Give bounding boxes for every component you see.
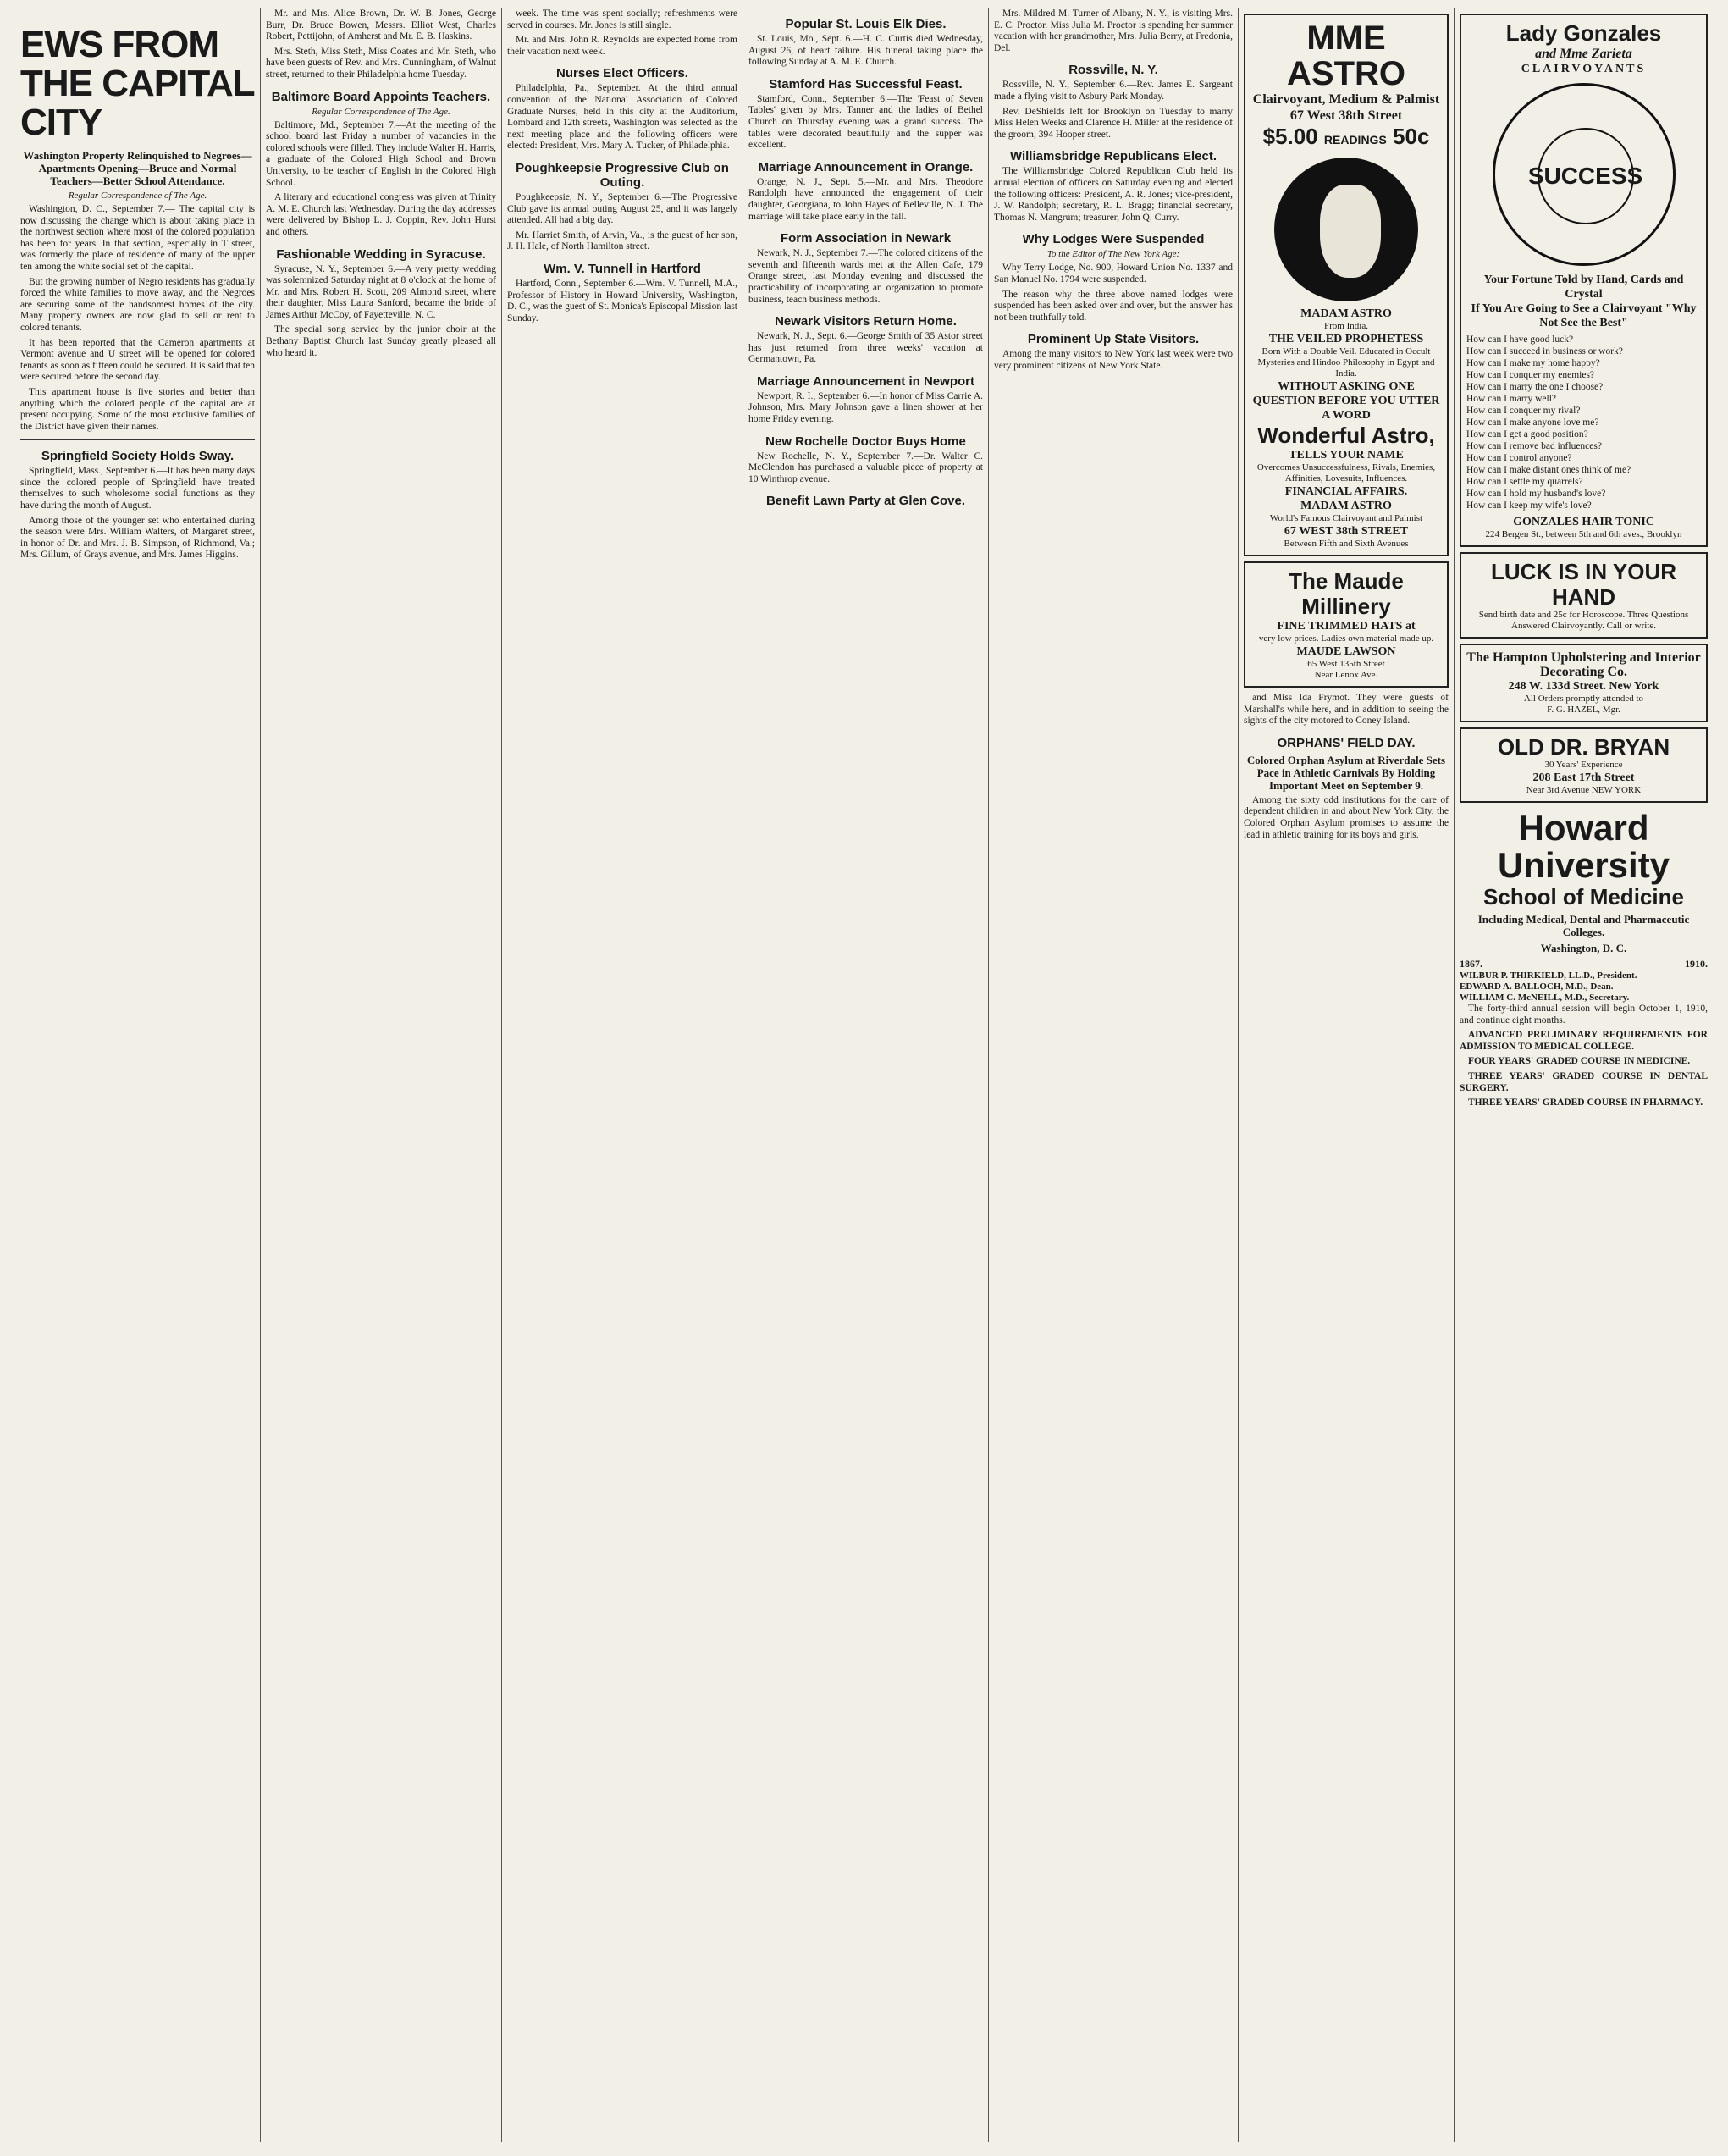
ad-tells: TELLS YOUR NAME <box>1289 449 1404 462</box>
luck-advertisement <box>1460 552 1708 639</box>
article-headline: Fashionable Wedding in Syracuse. <box>276 246 486 262</box>
article-paragraph: Mr. and Mrs. Alice Brown, Dr. W. B. Jones, George Burr, Dr. Bruce Bowen, Messrs. Elliot West, Charles Robert, Pettijohn, of Amherst and Mr. E. B. Haskins. <box>266 8 496 42</box>
ad-title3: CLAIRVOYANTS <box>1521 63 1647 75</box>
ad-near: Near 3rd Avenue NEW YORK <box>1526 785 1642 795</box>
column-5 <box>989 8 1239 2142</box>
year-right: 1910. <box>1685 958 1708 970</box>
article-paragraph: Washington, D. C., September 7.— The capital city is now discussing the change which is about taking place in the northwest section where most of the colored population has been for years. In that section, especially in T street, was formerly the place of residence of many of the upper ten among the white social set of the capital. <box>20 204 255 272</box>
bryan-advertisement <box>1460 727 1708 803</box>
ad-title: Howard University <box>1497 808 1670 885</box>
ad-veiled: THE VEILED PROPHETESS <box>1268 333 1424 346</box>
byline: To the Editor of The New York Age: <box>1046 249 1180 260</box>
article-paragraph: Why Terry Lodge, No. 900, Howard Union No. 1337 and San Manuel No. 1794 were suspended. <box>994 263 1233 285</box>
article-headline: Benefit Lawn Party at Glen Cove. <box>765 494 966 509</box>
price-left: $5.00 <box>1262 124 1318 149</box>
price-right: 50c <box>1393 124 1430 149</box>
millinery-advertisement <box>1244 561 1449 688</box>
article-headline: Wm. V. Tunnell in Hartford <box>544 261 701 276</box>
list-item: How can I succeed in business or work? <box>1466 346 1623 357</box>
ad-title: OLD DR. BRYAN <box>1497 734 1670 760</box>
ad-address: 67 West 38th Street <box>1289 108 1403 123</box>
ad-tonic: GONZALES HAIR TONIC <box>1513 516 1654 528</box>
article-headline: Springfield Society Holds Sway. <box>41 449 235 464</box>
ad-incl: Including Medical, Dental and Pharmaceutic Colleges. <box>1477 913 1690 938</box>
ad-name: F. G. HAZEL, Mgr. <box>1547 705 1620 715</box>
article-headline: New Rochelle Doctor Buys Home <box>765 434 966 449</box>
column-2 <box>261 8 502 2142</box>
article-paragraph: Mr. Harriet Smith, of Arvin, Va., is the guest of her son, J. H. Hale, of North Hamilton street. <box>507 229 737 252</box>
article-paragraph: St. Louis, Mo., Sept. 6.—H. C. Curtis died Wednesday, August 26, of heart failure. His funeral taking place the following Sunday at A. M. E. Church. <box>748 34 983 68</box>
portrait-illustration <box>1274 158 1418 301</box>
article-paragraph: New Rochelle, N. Y., September 7.—Dr. Walter C. McClendon has purchased a valuable piece of property at 10 Winthrop avenue. <box>748 451 983 484</box>
list-item: How can I get a good position? <box>1466 429 1588 439</box>
article-paragraph: and Miss Ida Frymot. They were guests of Marshall's while here, and in addition to seeing the sights of the city motored to Coney Island. <box>1244 693 1449 727</box>
ad-address2: 67 WEST 38th STREET <box>1284 525 1409 538</box>
article-headline: Form Association in Newark <box>780 231 952 246</box>
list-item: How can I make anyone love me? <box>1466 417 1599 428</box>
list-item: How can I control anyone? <box>1466 453 1572 463</box>
article-paragraph: Stamford, Conn., September 6.—The 'Feast of Seven Tables' given by Mrs. Tanner and the ladies of Bethel Church on Thursday evening was a grand success. The tables were decorated beautifully and the supper was excellent. <box>748 93 983 151</box>
list-item: How can I remove bad influences? <box>1466 441 1602 451</box>
ad-dean: EDWARD A. BALLOCH, M.D., Dean. <box>1460 981 1614 992</box>
article-paragraph: Syracuse, N. Y., September 6.—A very pretty wedding was solemnized Saturday night at 8 o'clock at the home of Mr. and Mrs. Robert H. Scott, 209 Almond street, where their daughter, Miss Laura Sanford, became the bride of James Arthur McCoy, of Fayetteville, N. C. <box>266 263 496 320</box>
article-paragraph: FOUR YEARS' GRADED COURSE IN MEDICINE. <box>1468 1056 1691 1067</box>
article-paragraph: Rev. DeShields left for Brooklyn on Tuesday to marry Miss Helen Weeks and Clarence H. Miller at the residence of the groom, 394 Hooper street. <box>994 106 1233 140</box>
ad-years <box>1460 958 1708 970</box>
ad-born: Born With a Double Veil. Educated in Occult Mysteries and Hindoo Philosophy in Egypt and India. <box>1257 346 1435 379</box>
article-paragraph: Baltimore, Md., September 7.—At the meeting of the school board last Friday a number of vacancies in the colored schools were filled. They include Walter H. Harris, a graduate of the Colored High School and Brown University, to be teacher of English in the Colored High School. <box>266 119 496 188</box>
article-headline: Nurses Elect Officers. <box>556 66 688 81</box>
ad-title: MME ASTRO <box>1287 19 1405 92</box>
article-paragraph: A literary and educational congress was given at Trinity A. M. E. Church last Wednesday. During the day addresses were delivered by Bishop L. J. Coppin, Rev. John Hurst and others. <box>266 192 496 237</box>
article-headline: Marriage Announcement in Orange. <box>758 159 974 174</box>
article-headline: Rossville, N. Y. <box>1068 63 1158 78</box>
ad-secretary: WILLIAM C. McNEILL, M.D., Secretary. <box>1460 992 1630 1003</box>
ad-madam2: MADAM ASTRO <box>1300 500 1392 512</box>
article-paragraph: Newport, R. I., September 6.—In honor of Miss Carrie A. Johnson, Mrs. Mary Johnson gave a linen shower at her home Friday evening. <box>748 390 983 425</box>
article-headline: Baltimore Board Appoints Teachers. <box>271 89 491 104</box>
ad-title2: and Mme Zarieta <box>1535 47 1632 61</box>
ad-sub: School of Medicine <box>1483 884 1684 909</box>
ad-subtitle: Clairvoyant, Medium & Palmist <box>1252 92 1440 107</box>
success-badge <box>1493 83 1676 266</box>
article-paragraph: Newark, N. J., Sept. 6.—George Smith of 35 Astor street has just returned from three weeks' vacation at Germantown, Pa. <box>748 331 983 365</box>
list-item: How can I make distant ones think of me? <box>1466 465 1631 475</box>
article-headline: Williamsbridge Republicans Elect. <box>1009 149 1217 164</box>
astro-advertisement <box>1244 14 1449 556</box>
clairvoyant-advertisement <box>1460 14 1708 547</box>
list-item: How can I hold my husband's love? <box>1466 489 1606 499</box>
article-paragraph: Poughkeepsie, N. Y., September 6.—The Progressive Club gave its annual outing August 25, and it was largely attended. All had a big day. <box>507 191 737 226</box>
ad-overcomes: Overcomes Unsuccessfulness, Rivals, Enemies, Affinities, Lovesuits, Influences. <box>1256 462 1436 484</box>
article-paragraph: Mrs. Steth, Miss Steth, Miss Coates and Mr. Steth, who have been guests of Rev. and Mrs. Cunningham, of Walnut street, returned to their Philadelphia home Tuesday. <box>266 46 496 80</box>
ad-title: LUCK IS IN YOUR HAND <box>1490 559 1677 610</box>
article-headline: Popular St. Louis Elk Dies. <box>785 17 947 31</box>
ad-wonderful: Wonderful Astro, <box>1257 423 1435 448</box>
article-paragraph: Rossville, N. Y., September 6.—Rev. James E. Sargeant made a flying visit to Asbury Park Monday. <box>994 80 1233 102</box>
article-headline: Marriage Announcement in Newport <box>757 373 974 389</box>
list-item: How can I make my home happy? <box>1466 358 1600 368</box>
article-paragraph: Springfield, Mass., September 6.—It has been many days since the colored people of Springfield have treated themselves to such wholesome social functions as they have during the month of August. <box>20 466 255 511</box>
ad-going: If You Are Going to See a Clairvoyant "Why Not See the Best" <box>1471 302 1697 329</box>
article-headline: Stamford Has Successful Feast. <box>769 76 963 91</box>
article-paragraph: Newark, N. J., September 7.—The colored citizens of the seventh and fifteenth wards met at the Allen Cafe, 179 Orange street, last Monday evening and discussed the practicability of incorporating an organization to promote business, teach business methods. <box>748 248 983 305</box>
ad-name: MAUDE LAWSON <box>1296 645 1396 658</box>
ad-caption: MADAM ASTRO <box>1300 307 1392 320</box>
ad-sub: Send birth date and 25c for Horoscope. Three Questions Answered Clairvoyantly. Call or write. <box>1478 610 1689 631</box>
ad-years: 30 Years' Experience <box>1544 760 1623 770</box>
ad-title1: Lady Gonzales <box>1505 20 1662 46</box>
face-shape <box>1320 185 1381 278</box>
article-paragraph: This apartment house is five stories and better than anything which the colored people of the capital are at present occupying. Some of the most exclusive families of the District have given their names. <box>20 386 255 432</box>
column-4 <box>743 8 989 2142</box>
article-paragraph: Orange, N. J., Sept. 5.—Mr. and Mrs. Theodore Randolph have announced the engagement of their daughter, Georgiana, to John Hayes of Belleville, N. J. The marriage will take place early in the fall. <box>748 176 983 222</box>
list-item: How can I keep my wife's love? <box>1466 500 1592 511</box>
article-paragraph: week. The time was spent socially; refreshments were served in courses. Mr. Jones is still single. <box>507 8 737 30</box>
byline: Regular Correspondence of The Age. <box>68 191 207 201</box>
article-paragraph: ADVANCED PRELIMINARY REQUIREMENTS FOR ADMISSION TO MEDICAL COLLEGE. <box>1460 1030 1708 1052</box>
column-3 <box>502 8 743 2142</box>
article-paragraph: The forty-third annual session will begin October 1, 1910, and continue eight months. <box>1460 1003 1708 1025</box>
ad-prices <box>1250 124 1442 152</box>
ad-caption2: From India. <box>1324 321 1368 331</box>
article-headline: Poughkeepsie Progressive Club on Outing. <box>516 160 729 190</box>
ad-title: The Hampton Upholstering and Interior Decorating Co. <box>1466 650 1701 679</box>
ad-address: 224 Bergen St., between 5th and 6th aves., Brooklyn <box>1485 529 1682 539</box>
question-list <box>1466 334 1701 511</box>
list-item: How can I have good luck? <box>1466 334 1574 345</box>
column-1 <box>15 8 261 2142</box>
article-paragraph: But the growing number of Negro residents has gradually forced the white families to move away, and the Negroes are securing some of the handsomest homes of the city. Many property owners are now glad to sell or rent to colored tenants. <box>20 276 255 333</box>
article-headline: Newark Visitors Return Home. <box>775 314 957 329</box>
column-7 <box>1455 8 1713 2142</box>
ad-address: 248 W. 133d Street. New York <box>1508 680 1659 693</box>
article-paragraph: THREE YEARS' GRADED COURSE IN DENTAL SURGERY. <box>1460 1070 1708 1093</box>
ad-between: Between Fifth and Sixth Avenues <box>1284 539 1409 549</box>
article-paragraph: It has been reported that the Cameron apartments at Vermont avenue and U street will be opened for colored tenants as soon as fifteen could be secured. It is said that ten were secured before the second day. <box>20 337 255 383</box>
article-headline: Why Lodges Were Suspended <box>1022 232 1205 247</box>
article-paragraph: The Williamsbridge Colored Republican Club held its annual election of officers on Saturday evening and elected the following officers: President, A. R. Jones; vice-president, J. W. Randolph; secretary, R. L. Bragg; financial secretary, Thomas N. Mangrum; treasurer, John Q. Curry. <box>994 166 1233 223</box>
article-headline: ORPHANS' FIELD DAY. <box>1277 735 1416 750</box>
ad-line1: FINE TRIMMED HATS at <box>1277 620 1416 633</box>
howard-university-advertisement <box>1460 810 1708 1109</box>
ad-title: The Maude Millinery <box>1289 568 1404 619</box>
list-item: How can I settle my quarrels? <box>1466 477 1583 487</box>
article-paragraph: Mr. and Mrs. John R. Reynolds are expected home from their vacation next week. <box>507 35 737 57</box>
divider <box>20 439 255 440</box>
ad-worlds: World's Famous Clairvoyant and Palmist <box>1269 513 1423 523</box>
article-paragraph: Mrs. Mildred M. Turner of Albany, N. Y., is visiting Mrs. E. C. Proctor. Miss Julia M. Proctor is spending her summer vacation with her grandmother, Mrs. Julia Berry, at Fredonia, Del. <box>994 8 1233 53</box>
price-mid: READINGS <box>1323 133 1387 146</box>
list-item: How can I marry well? <box>1466 394 1557 404</box>
ad-without: WITHOUT ASKING ONE QUESTION BEFORE YOU UTTER A WORD <box>1252 380 1440 422</box>
list-item: How can I conquer my enemies? <box>1466 370 1595 380</box>
article-paragraph: The special song service by the junior choir at the Bethany Baptist Church last Sunday greatly pleased all who heard it. <box>266 324 496 358</box>
article-paragraph: Among those of the younger set who entertained during the season were Mrs. William Walters, of Margaret street, in honor of Dr. and Mrs. J. B. Simpson, of Richmond, Va.; Mrs. Gillum, of Grays avenue, and Mrs. James Higgins. <box>20 515 255 561</box>
article-paragraph: Hartford, Conn., September 6.—Wm. V. Tunnell, M.A., Professor of History in Howard University, Washington, D. C., was the guest of St. Monica's Episcopal Mission last Sunday. <box>507 278 737 323</box>
article-paragraph: Among the many visitors to New York last week were two very prominent citizens of New York State. <box>994 349 1233 371</box>
article-paragraph: THREE YEARS' GRADED COURSE IN PHARMACY. <box>1468 1097 1703 1108</box>
list-item: How can I conquer my rival? <box>1466 406 1581 416</box>
article-paragraph: Philadelphia, Pa., September. At the third annual convention of the National Association of Colored Graduate Nurses, held in this city at the Auditorium, Lombard and 12th streets, Washington was selected as the next meeting place and the following officers were elected: President, Mrs. Mary A. Tucker, of Philadelphia. <box>507 83 737 152</box>
newspaper-page <box>15 8 1713 2148</box>
badge-text: SUCCESS <box>1538 128 1634 224</box>
ad-city: Washington, D. C. <box>1540 942 1627 954</box>
ad-address: 208 East 17th Street <box>1532 771 1635 784</box>
masthead-subhead: Washington Property Relinquished to Negroes—Apartments Opening—Bruce and Normal Teachers—Better School Attendance. <box>23 149 252 187</box>
ad-line2: very low prices. Ladies own material made up. <box>1258 633 1434 644</box>
ad-near: Near Lenox Ave. <box>1314 670 1378 680</box>
ad-president: WILBUR P. THIRKIELD, LL.D., President. <box>1460 970 1637 981</box>
column-6 <box>1239 8 1455 2142</box>
upholstering-advertisement <box>1460 644 1708 722</box>
article-headline: Prominent Up State Visitors. <box>1027 332 1200 347</box>
ad-financial: FINANCIAL AFFAIRS. <box>1284 485 1408 498</box>
masthead: EWS FROM THE CAPITAL CITY <box>20 24 254 143</box>
article-paragraph: The reason why the three above named lodges were suspended has been asked over and over, but the answer has not been truthfully told. <box>994 289 1233 323</box>
year-left: 1867. <box>1460 958 1482 970</box>
byline: Regular Correspondence of The Age. <box>312 106 450 117</box>
ad-told: Your Fortune Told by Hand, Cards and Crystal <box>1483 274 1684 301</box>
article-subhead: Colored Orphan Asylum at Riverdale Sets Pace in Athletic Carnivals By Holding Important Meet on September 9. <box>1246 753 1446 792</box>
list-item: How can I marry the one I choose? <box>1466 382 1604 392</box>
ad-address: 65 West 135th Street <box>1307 659 1385 669</box>
ad-line: All Orders promptly attended to <box>1523 694 1644 704</box>
article-paragraph: Among the sixty odd institutions for the care of dependent children in and about New York City, the Colored Orphan Asylum promises to assume the lead in athletic training for its boys and girls. <box>1244 794 1449 840</box>
